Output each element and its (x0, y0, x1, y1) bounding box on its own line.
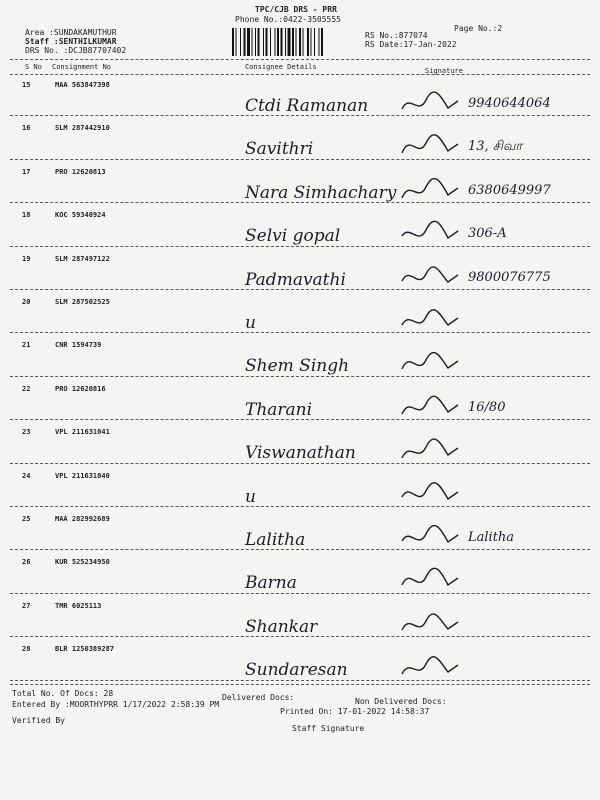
staff-signature: Staff Signature (292, 724, 365, 733)
signature-scribble (400, 522, 460, 552)
signature-scribble (400, 609, 460, 639)
rs-number: RS No.:877074 (365, 31, 428, 40)
row-consignee-handwritten: Nara Simhachary (245, 182, 397, 203)
column-sno: S No (25, 63, 42, 71)
row-divider (10, 506, 590, 507)
row-divider (10, 463, 590, 464)
row-sno: 24 (22, 471, 31, 480)
printed-on: Printed On: 17-01-2022 14:58:37 (280, 707, 430, 716)
row-consignment-no: MAA 282992689 (55, 515, 110, 523)
page-number: Page No.:2 (454, 24, 503, 33)
row-sno: 19 (22, 254, 31, 263)
row-consignment-no: TMR 6025113 (55, 601, 102, 610)
row-consignment-no: SLM 287502525 (55, 298, 110, 306)
barcode-image (232, 28, 358, 56)
row-consignee-handwritten: Barna (245, 573, 297, 594)
signature-scribble (400, 175, 460, 205)
non-delivered-docs: Non Delivered Docs: (355, 697, 447, 706)
header-divider-top (10, 59, 590, 60)
row-signature-note: 9800076775 (468, 269, 551, 285)
signature-scribble (400, 479, 460, 509)
row-consignee-handwritten: Selvi gopal (245, 226, 341, 247)
row-consignee-handwritten: Lalitha (245, 530, 306, 550)
row-consignee-handwritten: Ctdi Ramanan (245, 96, 369, 116)
row-divider (10, 376, 590, 377)
row-consignment-no: VPL 211631041 (55, 428, 110, 437)
row-consignment-no: SLM 287442910 (55, 124, 110, 133)
row-divider (10, 549, 590, 550)
row-consignee-handwritten: Savithri (245, 139, 314, 160)
row-consignment-no: CNR 1594739 (55, 341, 102, 350)
staff-label: Staff :SENTHILKUMAR (25, 37, 117, 46)
drs-number: DRS No. :DCJB87707402 (25, 46, 127, 55)
row-sno: 21 (22, 341, 31, 350)
row-consignment-no: VPL 211631040 (55, 471, 110, 480)
signature-scribble (400, 348, 460, 378)
total-docs: Total No. Of Docs: 28 (12, 689, 114, 698)
row-consignment-no: PRO 12620813 (55, 167, 106, 176)
row-signature-note: 6380649997 (468, 182, 551, 198)
row-divider (10, 159, 590, 160)
row-divider (10, 593, 590, 594)
signature-scribble (400, 88, 460, 118)
row-divider (10, 332, 590, 333)
signature-scribble (400, 218, 460, 248)
phone-number: Phone No.:0422-3505555 (235, 15, 341, 24)
signature-scribble (400, 392, 460, 422)
row-consignment-no: KOC 59340924 (55, 211, 106, 220)
row-sno: 17 (22, 167, 31, 176)
row-consignee-handwritten: Shankar (245, 616, 318, 637)
row-signature-note: 13, சிவா (468, 139, 523, 155)
row-sno: 23 (22, 428, 31, 437)
row-consignee-handwritten: u (245, 313, 256, 333)
row-consignment-no: MAA 563847398 (55, 81, 110, 89)
delivered-docs: Delivered Docs: (222, 693, 295, 702)
row-sno: 18 (22, 211, 31, 220)
row-consignee-handwritten: Viswanathan (245, 443, 356, 464)
row-sno: 26 (22, 558, 31, 567)
row-consignee-handwritten: u (245, 486, 256, 507)
row-signature-note: Lalitha (468, 530, 515, 545)
row-divider (10, 680, 590, 681)
row-consignee-handwritten: Shem Singh (245, 356, 350, 377)
signature-scribble (400, 305, 460, 335)
row-sno: 22 (22, 384, 31, 393)
row-consignee-handwritten: Padmavathi (245, 269, 346, 290)
signature-scribble (400, 435, 460, 465)
row-consignment-no: PRO 12620816 (55, 384, 106, 393)
column-consignee: Consignee Details (245, 63, 317, 71)
row-sno: 20 (22, 298, 31, 306)
row-consignee-handwritten: Tharani (245, 399, 313, 420)
column-signature: Signature (425, 67, 463, 75)
row-sno: 28 (22, 645, 31, 654)
signature-scribble (400, 652, 460, 682)
footer-divider (10, 684, 590, 685)
row-divider (10, 419, 590, 420)
signature-scribble (400, 262, 460, 292)
column-consignment: Consignment No (52, 63, 112, 71)
row-divider (10, 636, 590, 637)
signature-scribble (400, 131, 460, 161)
row-sno: 25 (22, 515, 31, 523)
area-label: Area :SUNDAKAMUTHUR (25, 28, 117, 37)
row-consignment-no: BLR 1250389287 (55, 645, 115, 654)
header-divider-bottom (10, 74, 590, 75)
row-divider (10, 289, 590, 290)
row-signature-note: 16/80 (468, 399, 506, 415)
row-signature-note: 306-A (468, 226, 507, 242)
row-sno: 15 (22, 81, 31, 89)
row-sno: 16 (22, 124, 31, 133)
entered-by: Entered By :MOORTHYPRR 1/17/2022 2:58:39 PM (12, 700, 220, 709)
row-sno: 27 (22, 601, 31, 610)
signature-scribble (400, 565, 460, 595)
row-divider (10, 202, 590, 203)
rs-date: RS Date:17-Jan-2022 (365, 40, 457, 49)
row-divider (10, 115, 590, 116)
verified-by: Verified By (12, 716, 65, 725)
row-consignee-handwritten: Sundaresan (245, 660, 348, 681)
row-consignment-no: SLM 287497122 (55, 254, 110, 263)
row-divider (10, 246, 590, 247)
row-signature-note: 9940644064 (468, 96, 551, 111)
document-title: TPC/CJB DRS - PRR (255, 5, 337, 14)
row-consignment-no: KUR 525234950 (55, 558, 110, 567)
